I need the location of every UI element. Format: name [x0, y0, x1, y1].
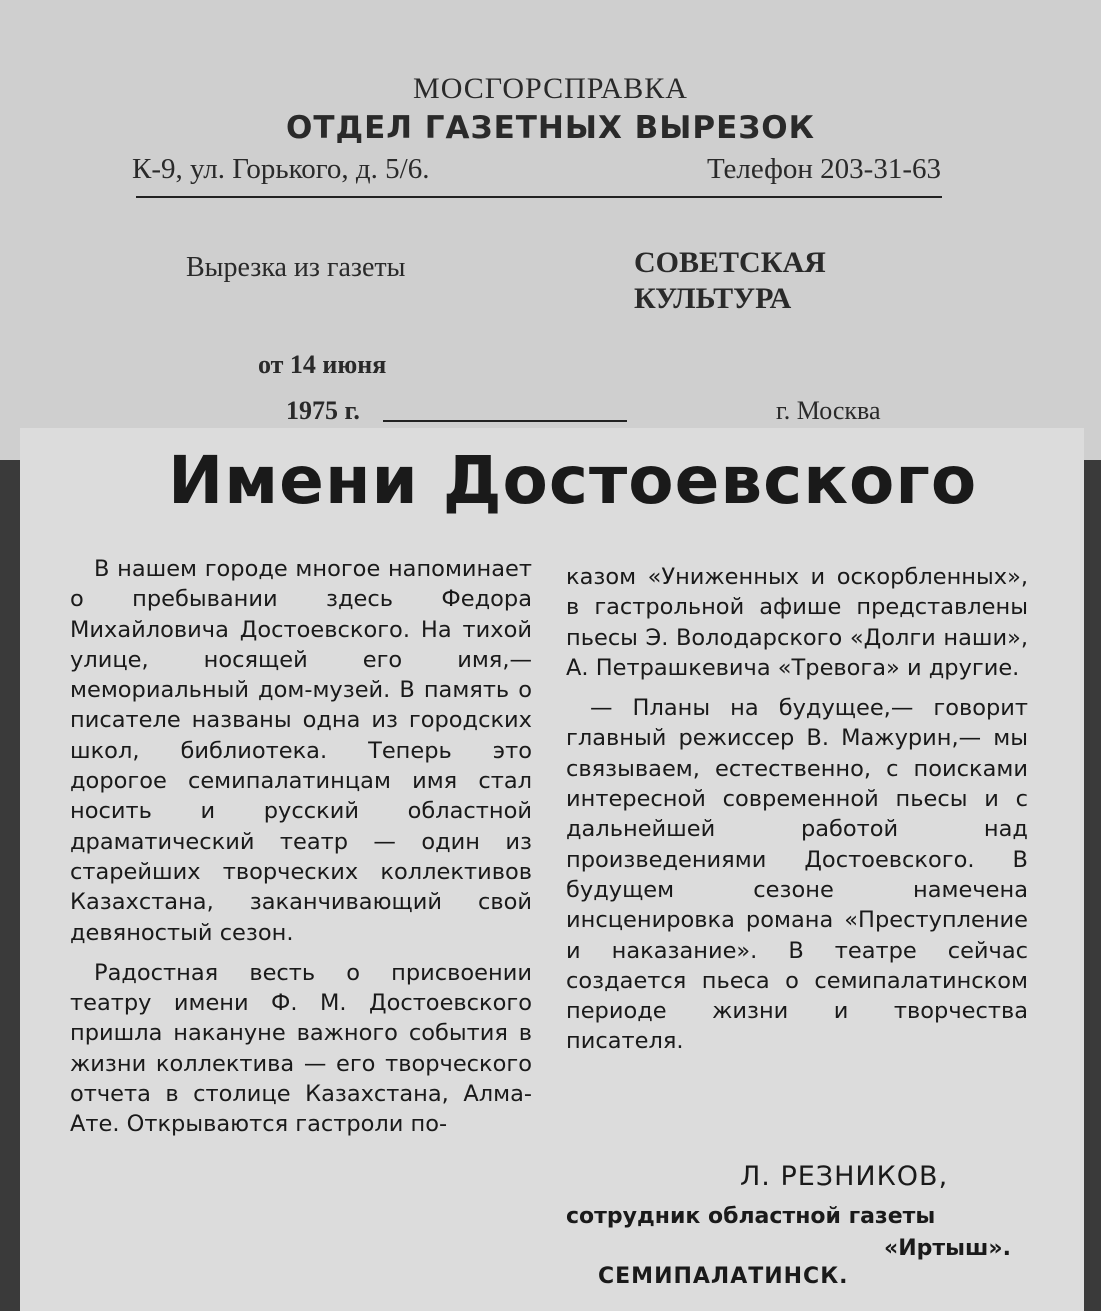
author-newspaper: «Иртыш». — [884, 1236, 1011, 1261]
divider — [383, 420, 627, 422]
author-role: сотрудник областной газеты — [566, 1204, 936, 1229]
dateline: СЕМИПАЛАТИНСК. — [598, 1264, 849, 1289]
address: К-9, ул. Горького, д. 5/6. — [132, 153, 430, 185]
issue-year: 1975 г. — [286, 396, 360, 425]
author-name: Л. РЕЗНИКОВ, — [740, 1161, 949, 1192]
newspaper-clipping — [20, 428, 1084, 1311]
newspaper-line-1: СОВЕТСКАЯ — [634, 246, 826, 279]
article-column-1 — [70, 554, 532, 1140]
phone: Телефон 203-31-63 — [706, 153, 941, 185]
article-column-2 — [566, 562, 1028, 1057]
article-headline: Имени Достоевского — [168, 442, 978, 519]
paragraph: Радостная весть о присвоении театру имени Ф. М. Достоевского пришла накануне важного события в жизни коллектива — его творческого отчета в столице Казахстана, Алма-Ате. Открываются гастроли по- — [70, 959, 532, 1138]
clipping-service-form — [0, 0, 1101, 460]
issue-date: от 14 июня — [258, 350, 387, 379]
divider — [136, 196, 942, 198]
newspaper-name — [634, 245, 894, 317]
org-name: МОСГОРСПРАВКА — [413, 72, 688, 105]
department-name: ОТДЕЛ ГАЗЕТНЫХ ВЫРЕЗОК — [285, 110, 816, 146]
newspaper-line-2: КУЛЬТУРА — [634, 282, 792, 315]
paragraph: — Планы на будущее,— говорит главный режиссер В. Мажурин,— мы связываем, естественно, с поисками интересной современной пьесы и с дальнейшей работой над произведениями Достоевского. В будущем сезоне намечена инсценировка романа «Преступление и наказание». В театре сейчас создается пьеса о семипалатинском периоде жизни и творчества писателя. — [566, 695, 1028, 1055]
issue-city: г. Москва — [776, 396, 881, 425]
paragraph: В нашем городе многое напоминает о пребывании здесь Федора Михайловича Достоевского. На тихой улице, носящей его имя,— мемориальный дом-музей. В память о писателе названы одна из городских школ, библиотека. Теперь это дорогое семипалатинцам имя стал носить и русский областной драматический театр — один из старейших творческих коллективов Казахстана, заканчивающий свой девяностый сезон. — [70, 556, 532, 946]
paragraph: казом «Униженных и оскорбленных», в гастрольной афише представлены пьесы Э. Володарского «Долги наши», А. Петрашкевича «Тревога» и другие. — [566, 564, 1028, 681]
clipping-label: Вырезка из газеты — [186, 252, 406, 283]
